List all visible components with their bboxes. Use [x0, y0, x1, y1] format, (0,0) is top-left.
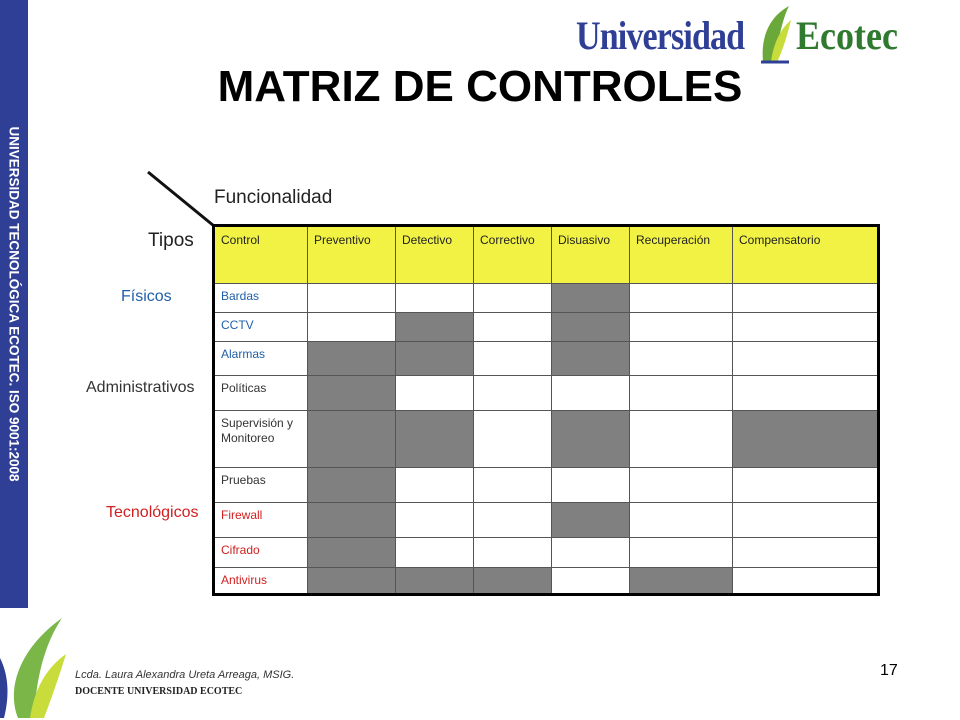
matrix-cell: [733, 568, 879, 595]
matrix-cell: [733, 376, 879, 411]
matrix-cell-active: [396, 313, 474, 342]
matrix-cell-active: [552, 284, 630, 313]
matrix-cell-active: [630, 568, 733, 595]
matrix-cell: [630, 411, 733, 468]
table-row: [214, 538, 879, 568]
matrix-cell-active: [396, 342, 474, 376]
matrix-cell: [552, 568, 630, 595]
matrix-cell: [474, 411, 552, 468]
matrix-cell: [733, 503, 879, 538]
matrix-cell-active: [552, 342, 630, 376]
matrix-cell-active: [733, 411, 879, 468]
matrix-cell: [630, 376, 733, 411]
matrix-cell: [474, 284, 552, 313]
matrix-cell: [474, 468, 552, 503]
header-cell-detectivo: Detectivo: [396, 226, 474, 284]
matrix-cell-active: [308, 503, 396, 538]
matrix-cell-active: [552, 503, 630, 538]
matrix-cell: [396, 376, 474, 411]
header-cell-disuasivo: Disuasivo: [552, 226, 630, 284]
matrix-cell: [552, 376, 630, 411]
header-diagonal-line: [140, 166, 220, 230]
matrix-cell: [396, 468, 474, 503]
table-row: [214, 376, 879, 411]
matrix-cell: [396, 503, 474, 538]
row-label-firewall: Firewall: [214, 503, 308, 538]
matrix-cell: [733, 468, 879, 503]
matrix-cell: [308, 313, 396, 342]
axis-functionality-label: Funcionalidad: [214, 187, 333, 208]
row-label-politicas: Políticas: [214, 376, 308, 411]
matrix-cell-active: [552, 313, 630, 342]
axis-types-label: Tipos: [148, 230, 194, 251]
category-administrativos: Administrativos: [86, 379, 195, 396]
matrix-cell: [474, 342, 552, 376]
category-tecnologicos: Tecnológicos: [106, 504, 199, 521]
controls-matrix: [212, 224, 880, 596]
table-row: [214, 503, 879, 538]
matrix-cell: [308, 284, 396, 313]
row-label-antivirus: Antivirus: [214, 568, 308, 595]
matrix-cell-active: [308, 342, 396, 376]
matrix-cell: [630, 538, 733, 568]
matrix-cell: [630, 342, 733, 376]
matrix-cell: [733, 538, 879, 568]
header-row: [214, 226, 879, 284]
category-fisicos: Físicos: [121, 288, 172, 305]
matrix-cell: [552, 538, 630, 568]
page-number: 17: [880, 662, 898, 679]
matrix-cell-active: [308, 568, 396, 595]
matrix-cell: [733, 342, 879, 376]
matrix-cell: [733, 284, 879, 313]
matrix-cell: [396, 284, 474, 313]
logo-text-ecotec: Ecotec: [796, 13, 898, 58]
matrix-cell-active: [474, 568, 552, 595]
row-label-pruebas: Pruebas: [214, 468, 308, 503]
matrix-cell-active: [308, 468, 396, 503]
university-logo: [576, 4, 946, 64]
row-label-cctv: CCTV: [214, 313, 308, 342]
matrix-cell: [552, 468, 630, 503]
logo-text-universidad: Universidad: [576, 13, 745, 58]
sidebar-text: UNIVERSIDAD TECNOLÓGICA ECOTEC. ISO 9001:2008: [6, 126, 22, 482]
table-row: [214, 284, 879, 313]
header-cell-compensatorio: Compensatorio: [733, 226, 879, 284]
matrix-cell-active: [396, 568, 474, 595]
matrix-cell-active: [308, 376, 396, 411]
table-row: [214, 411, 879, 468]
matrix-cell: [474, 503, 552, 538]
matrix-cell: [630, 313, 733, 342]
footer-role: DOCENTE UNIVERSIDAD ECOTEC: [75, 686, 243, 697]
slide-title: MATRIZ DE CONTROLES: [217, 62, 743, 111]
matrix-cell-active: [308, 538, 396, 568]
matrix-cell-active: [396, 411, 474, 468]
row-label-bardas: Bardas: [214, 284, 308, 313]
matrix-cell: [630, 284, 733, 313]
footer-leaf-icon: [0, 618, 70, 720]
row-label-cifrado: Cifrado: [214, 538, 308, 568]
table-row: [214, 342, 879, 376]
row-label-alarmas: Alarmas: [214, 342, 308, 376]
table-row: [214, 468, 879, 503]
matrix-cell: [630, 468, 733, 503]
matrix-cell: [474, 313, 552, 342]
matrix-cell-active: [308, 411, 396, 468]
leaf-logo-icon: [759, 4, 795, 64]
header-cell-correctivo: Correctivo: [474, 226, 552, 284]
header-cell-preventivo: Preventivo: [308, 226, 396, 284]
matrix-cell: [630, 503, 733, 538]
matrix-cell-active: [552, 411, 630, 468]
matrix-cell: [474, 538, 552, 568]
header-cell-recuperacion: Recuperación: [630, 226, 733, 284]
table-row: [214, 313, 879, 342]
footer-author: Lcda. Laura Alexandra Ureta Arreaga, MSIG.: [75, 669, 295, 681]
table-row: [214, 568, 879, 595]
header-cell-control: Control: [214, 226, 308, 284]
matrix-cell: [474, 376, 552, 411]
matrix-cell: [396, 538, 474, 568]
matrix-cell: [733, 313, 879, 342]
row-label-supervision: Supervisión y Monitoreo: [214, 411, 308, 468]
